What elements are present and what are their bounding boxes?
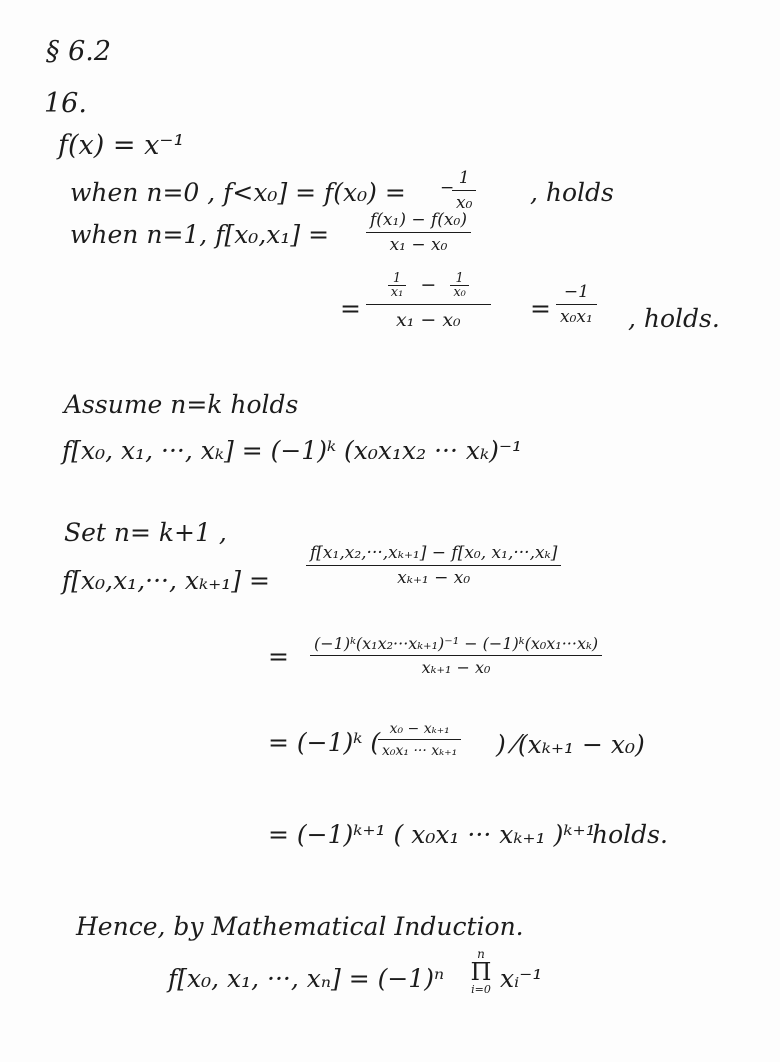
fraction-denominator: x₀ bbox=[456, 193, 473, 213]
inductive-step-fraction-3 bbox=[378, 722, 461, 758]
inner-numerator-b: 1 bbox=[450, 272, 469, 286]
base-case-n1-result bbox=[556, 284, 597, 326]
fraction-numerator: f(x₁) − f(x₀) bbox=[366, 212, 471, 233]
inner-denominator-b: x₀ bbox=[453, 285, 466, 300]
assumption-formula: f[x₀, x₁, ···, xₖ] = (−1)ᵏ (x₀x₁x₂ ··· xₖ)⁻¹ bbox=[62, 436, 523, 465]
product-lower-limit: i=0 bbox=[471, 983, 491, 996]
inductive-step-lhs: f[x₀,x₁,···, xₖ₊₁] = bbox=[62, 566, 270, 595]
fraction-sign: − bbox=[440, 178, 455, 198]
base-case-n1-tail: , holds. bbox=[628, 304, 720, 333]
compound-denominator: x₁ − x₀ bbox=[396, 309, 461, 331]
step2-denominator: xₖ₊₁ − x₀ bbox=[421, 658, 491, 677]
step3-numerator: x₀ − xₖ₊₁ bbox=[378, 722, 461, 740]
step1-denominator: xₖ₊₁ − x₀ bbox=[397, 568, 471, 588]
inductive-step-4-tail: holds. bbox=[592, 820, 668, 849]
inner-denominator-a: x₁ bbox=[390, 285, 404, 300]
inner-minus: − bbox=[420, 273, 437, 296]
function-definition: f(x) = x⁻¹ bbox=[58, 130, 185, 161]
product-upper-limit: n bbox=[477, 947, 485, 961]
inner-numerator-a: 1 bbox=[388, 272, 407, 286]
base-case-n1-lead: when n=1, f[x₀,x₁] = bbox=[70, 220, 330, 249]
conclusion-formula-lhs: f[x₀, x₁, ···, xₙ] = (−1)ⁿ bbox=[168, 964, 445, 993]
inductive-step-fraction-1 bbox=[306, 545, 561, 587]
result-numerator: −1 bbox=[556, 284, 597, 305]
assumption-statement: Assume n=k holds bbox=[64, 390, 299, 419]
product-symbol: Π bbox=[470, 958, 492, 986]
equals-sign: = bbox=[340, 294, 361, 323]
inner-fraction-b bbox=[450, 272, 469, 299]
inductive-step-4: = (−1)ᵏ⁺¹ ( x₀x₁ ··· xₖ₊₁ )ᵏ⁺¹ bbox=[268, 820, 596, 849]
step3-denominator: x₀x₁ ··· xₖ₊₁ bbox=[382, 743, 458, 759]
base-case-n1-compound-fraction bbox=[366, 272, 491, 330]
product-term: xᵢ⁻¹ bbox=[500, 964, 543, 993]
fraction-numerator: 1 bbox=[452, 170, 476, 191]
equals-sign-2: = bbox=[530, 294, 551, 323]
base-case-n0-lead: when n=0 , f<x₀] = f(x₀) = bbox=[70, 178, 406, 207]
inductive-step-set: Set n= k+1 , bbox=[64, 518, 227, 547]
fraction-denominator: x₁ − x₀ bbox=[389, 235, 448, 255]
inductive-step-3-suffix: ) ⁄(xₖ₊₁ − x₀) bbox=[496, 730, 645, 759]
inner-fraction-a bbox=[388, 272, 407, 299]
product-operator bbox=[466, 948, 496, 995]
result-denominator: x₀x₁ bbox=[560, 307, 593, 327]
step2-numerator: (−1)ᵏ(x₁x₂···xₖ₊₁)⁻¹ − (−1)ᵏ(x₀x₁···xₖ) bbox=[310, 636, 602, 656]
inductive-step-fraction-2 bbox=[310, 636, 602, 676]
section-number: § 6.2 bbox=[46, 36, 112, 67]
equals-sign-3: = bbox=[268, 642, 289, 671]
base-case-n1-fraction bbox=[366, 212, 471, 254]
problem-number: 16. bbox=[44, 88, 87, 119]
base-case-n0-fraction bbox=[452, 170, 476, 212]
step1-numerator: f[x₁,x₂,···,xₖ₊₁] − f[x₀, x₁,···,xₖ] bbox=[306, 545, 561, 566]
base-case-n0-tail: , holds bbox=[530, 178, 614, 207]
inductive-step-3-prefix: = (−1)ᵏ ( bbox=[268, 728, 381, 757]
conclusion-statement: Hence, by Mathematical Induction. bbox=[76, 912, 524, 941]
compound-numerator bbox=[366, 272, 491, 305]
